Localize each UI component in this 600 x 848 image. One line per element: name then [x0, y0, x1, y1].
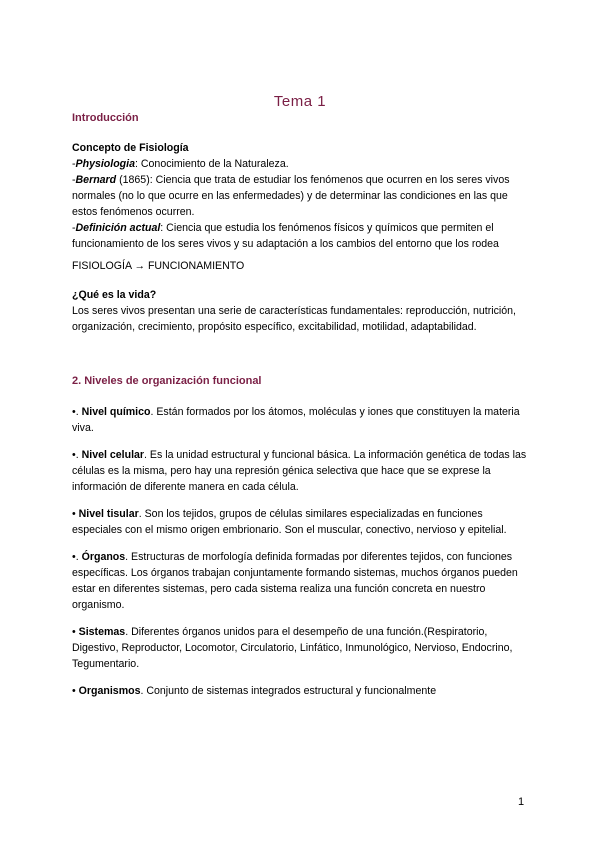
concept-actual: -Definición actual: Ciencia que estudia los fenómenos físicos y químicos que permiten el funcionamiento de los seres vivos y su adaptación a los cambios del entorno que los rodea — [72, 222, 499, 250]
vida-block — [72, 287, 534, 335]
concept-physiologia: -Physiologia: Conocimiento de la Naturaleza. — [72, 158, 289, 170]
level-item: •. Órganos. Estructuras de morfología definida formadas por diferentes tejidos, con funciones específicas. Los órganos trabajan conjuntamente formando sistemas, muchos órganos pueden estar en diferentes sistemas, pero cada sistema realiza una función concreta en nuestro organismo. — [72, 551, 518, 611]
section-heading-niveles: 2. Niveles de organización funcional — [72, 375, 262, 387]
concept-heading: Concepto de Fisiología — [72, 142, 189, 154]
level-item: • Nivel tisular. Son los tejidos, grupos de células similares especializadas en funciones especiales con el mismo origen embrionario. Son el muscular, conectivo, nervioso y epitelial. — [72, 508, 507, 536]
level-item: • Organismos. Conjunto de sistemas integrados estructural y funcionalmente — [72, 685, 437, 697]
concept-block — [72, 140, 534, 252]
level-item: • Sistemas. Diferentes órganos unidos para el desempeño de una función.(Respiratorio, Digestivo, Reproductor, Locomotor, Circulatorio, Linfático, Inmunológico, Nervioso, Endocrino, Tegumentario. — [72, 626, 513, 670]
page-title: Tema 1 — [273, 93, 327, 110]
concept-bernard: -Bernard (1865): Ciencia que trata de estudiar los fenómenos que ocurren en los seres vivos normales (no lo que ocurre en las enfermedades) y de determinar las condiciones en las que estos fenómenos ocurren. — [72, 174, 510, 218]
level-item: •. Nivel celular. Es la unidad estructural y funcional básica. La información genética de todas las células es la misma, pero hay una represión génica selectiva que hace que se exprese la información de diferente manera en cada célula. — [72, 449, 527, 493]
level-item: •. Nivel químico. Están formados por los átomos, moléculas y iones que constituyen la materia viva. — [72, 406, 520, 434]
page-number: 1 — [518, 796, 525, 808]
vida-heading: ¿Qué es la vida? — [72, 289, 157, 301]
section-heading-introduccion: Introducción — [72, 112, 139, 124]
vida-text: Los seres vivos presentan una serie de características fundamentales: reproducción, nutrición, organización, crecimiento, propósito específico, excitabilidad, motilidad, adaptabilidad. — [72, 305, 516, 333]
fisiologia-line: FISIOLOGÍA → FUNCIONAMIENTO — [72, 260, 245, 272]
